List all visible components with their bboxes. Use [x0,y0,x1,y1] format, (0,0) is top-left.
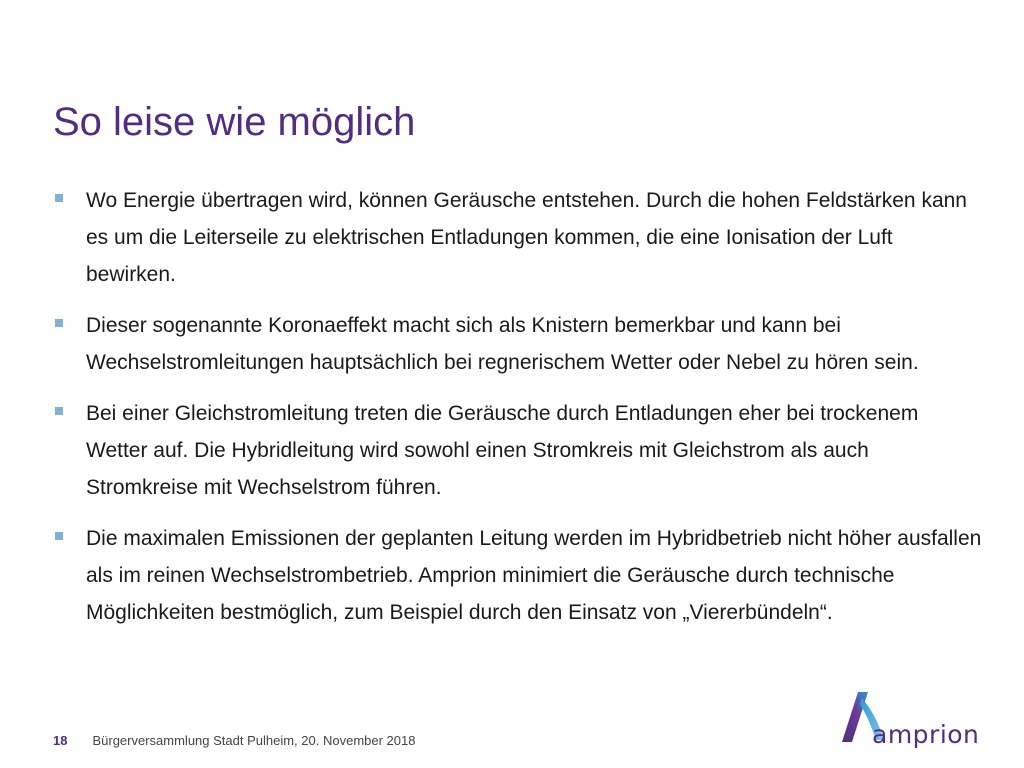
bullet-text: Bei einer Gleichstromleitung treten die Geräusche durch Entladungen eher bei trockenem Wetter auf. Die Hybridleitung wird sowohl einen Stromkreis mit Gleichstrom als auch Stromkreise mit Wechselstrom führen. [86,402,919,499]
footer [53,731,415,749]
bullet-text: Dieser sogenannte Koronaeffekt macht sich als Knistern bemerkbar und kann bei Wechselstromleitungen hauptsächlich bei regnerischem Wetter oder Nebel zu hören sein. [86,314,919,374]
slide-title: So leise wie möglich [53,100,416,144]
bullet-list [53,182,983,645]
footer-text: Bürgerversammlung Stadt Pulheim, 20. November 2018 [92,732,416,748]
square-bullet-icon [55,532,63,540]
logo-text: amprion [872,720,980,749]
bullet-item [53,520,983,631]
bullet-text: Wo Energie übertragen wird, können Geräusche entstehen. Durch die hohen Feldstärken kann es um die Leiterseile zu elektrischen Entladungen kommen, die eine Ionisation der Luft bewirken. [86,189,967,286]
bullet-text: Die maximalen Emissionen der geplanten Leitung werden im Hybridbetrieb nicht höher ausfallen als im reinen Wechselstrombetrieb. Amprion minimiert die Geräusche durch technische Möglichkeiten bestmöglich, zum Beispiel durch den Einsatz von „Viererbündeln“. [86,527,982,624]
square-bullet-icon [55,407,63,415]
square-bullet-icon [55,194,63,202]
bullet-item [53,307,983,381]
page-number: 18 [53,732,68,748]
amprion-logo [840,690,980,752]
bullet-item [53,395,983,506]
square-bullet-icon [55,319,63,327]
bullet-item [53,182,983,293]
